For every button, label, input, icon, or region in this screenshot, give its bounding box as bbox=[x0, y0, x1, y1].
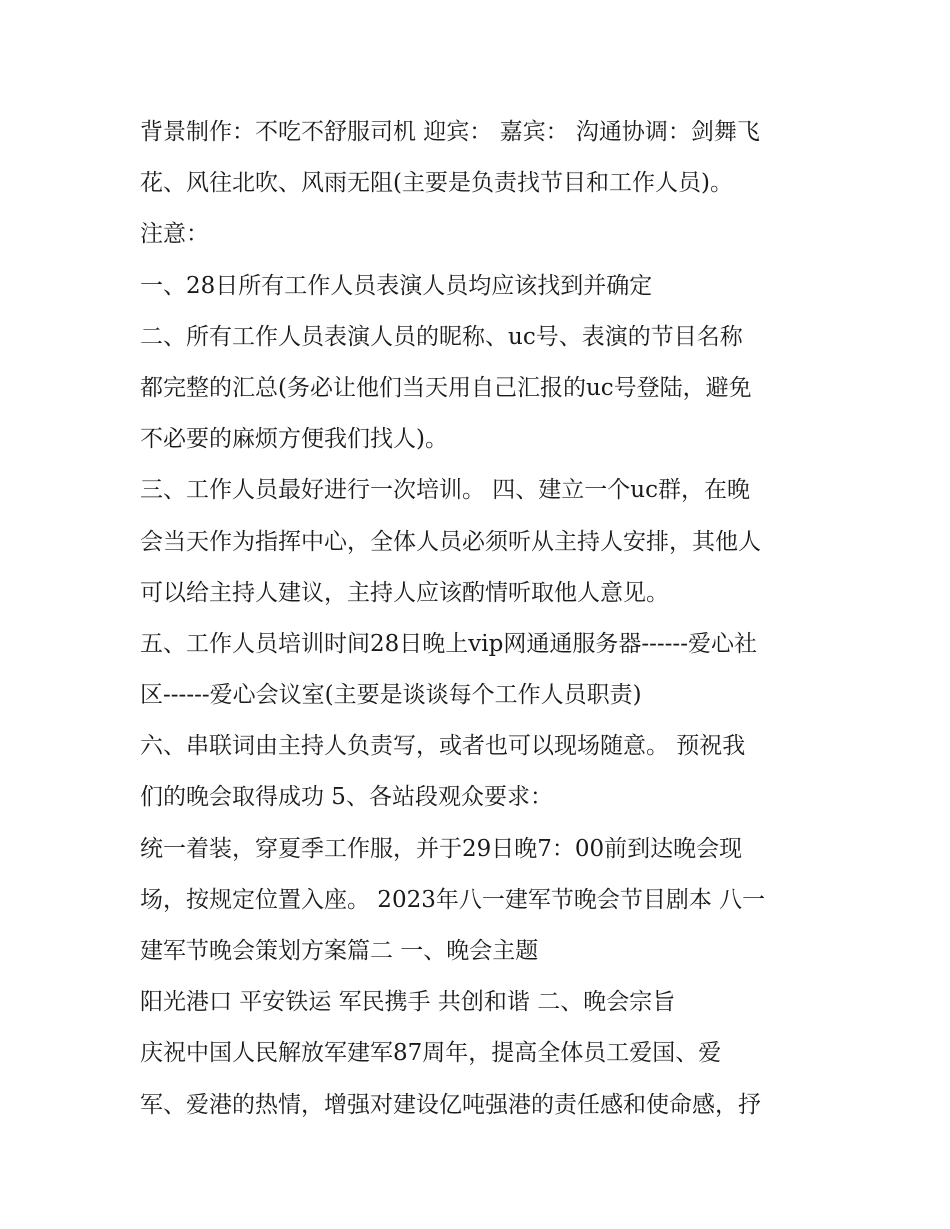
text-line: 二、所有工作人员表演人员的昵称、uc号、表演的节目名称 bbox=[140, 323, 743, 350]
text-line: 区------爱心会议室(主要是谈谈每个工作人员职责) bbox=[140, 682, 642, 709]
text-line: 军、爱港的热情，增强对建设亿吨强港的责任感和使命感，抒 bbox=[140, 1091, 761, 1118]
text-line: 五、工作人员培训时间28日晚上vip网通通服务器------爱心社 bbox=[140, 630, 757, 657]
text-line: 背景制作：不吃不舒服司机 迎宾： 嘉宾： 沟通协调：剑舞飞 bbox=[140, 119, 760, 145]
text-line: 建军节晚会策划方案篇二 一、晚会主题 bbox=[140, 938, 539, 964]
document-body bbox=[140, 107, 820, 1131]
text-line: 会当天作为指挥中心，全体人员必须听从主持人安排，其他人 bbox=[140, 528, 761, 555]
text-line: 统一着装，穿夏季工作服，并于29日晚7：00前到达晚会现 bbox=[140, 835, 743, 862]
text-line: 们的晚会取得成功 5、各站段观众要求： bbox=[140, 784, 553, 811]
text-line: 一、28日所有工作人员表演人员均应该找到并确定 bbox=[140, 272, 653, 299]
text-line: 都完整的汇总(务必让他们当天用自己汇报的uc号登陆，避免 bbox=[140, 374, 752, 401]
text-line: 六、串联词由主持人负责写，或者也可以现场随意。 预祝我 bbox=[140, 733, 746, 760]
text-line: 花、风往北吹、风雨无阻(主要是负责找节目和工作人员)。 bbox=[140, 170, 733, 197]
text-line: 可以给主持人建议，主持人应该酌情听取他人意见。 bbox=[140, 579, 669, 606]
text-line: 场，按规定位置入座。 2023年八一建军节晚会节目剧本 八一 bbox=[140, 886, 766, 913]
text-line: 阳光港口 平安铁运 军民携手 共创和谐 二、晚会宗旨 bbox=[140, 989, 676, 1016]
text-line: 不必要的麻烦方便我们找人)。 bbox=[140, 426, 448, 453]
text-line: 庆祝中国人民解放军建军87周年，提高全体员工爱国、爱 bbox=[140, 1040, 722, 1067]
text-line: 三、工作人员最好进行一次培训。 四、建立一个uc群，在晚 bbox=[140, 477, 751, 504]
text-line: 注意： bbox=[140, 221, 209, 248]
